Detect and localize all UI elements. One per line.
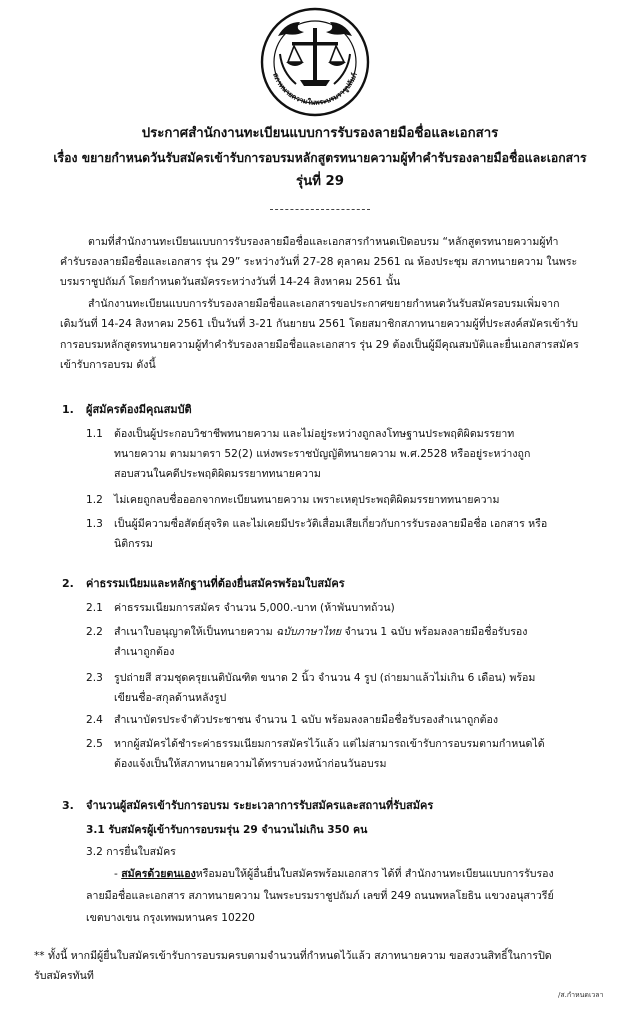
section2-number: 2. xyxy=(62,577,74,590)
note-line2: รับสมัครทันที xyxy=(34,970,94,982)
intro-p2-line1: สำนักงานทะเบียนแบบการรับรองลายมือชื่อและเอกสารขอประกาศขยายกำหนดวันรับสมัครอบรมเพิ่มจาก xyxy=(88,298,560,310)
item-2-3-line1: รูปถ่ายสี สวมชุดครุยเนติบัณฑิต ขนาด 2 นิ้ว จำนวน 4 รูป (ถ่ายมาแล้วไม่เกิน 6 เดือน) พร้อม xyxy=(114,672,536,684)
intro-p1-line2: คำรับรองลายมือชื่อและเอกสาร รุ่น 29” ระหว่างวันที่ 27-28 ตุลาคม 2561 ณ ห้องประชุม สภาทนายความ ในพระ xyxy=(60,256,578,268)
item-2-2-italic: ฉบับภาษาไทย xyxy=(276,626,342,638)
item-1-2-number: 1.2 xyxy=(86,494,103,506)
item-2-2-number: 2.2 xyxy=(86,626,103,638)
apply-line1 xyxy=(114,864,554,884)
section3-number: 3. xyxy=(62,799,74,812)
apply-line2: ลายมือชื่อและเอกสาร สภาทนายความ ในพระบรมราชูปถัมภ์ เลขที่ 249 ถนนพหลโยธิน แขวงอนุสาวรีย์ xyxy=(86,890,554,902)
section2-heading: ค่าธรรมเนียมและหลักฐานที่ต้องยื่นสมัครพร้อมใบสมัคร xyxy=(86,577,345,590)
intro-p2-line2: เดิมวันที่ 14-24 สิงหาคม 2561 เป็นวันที่ 3-21 กันยายน 2561 โดยสมาชิกสภาทนายความผู้ที่ประสงค์สมัครเข้ารับ xyxy=(60,318,579,330)
announcement-batch: รุ่นที่ 29 xyxy=(296,174,344,189)
item-2-2-text-a: สำเนาใบอนุญาตให้เป็นทนายความ xyxy=(114,626,277,638)
intro-p2-line4: เข้ารับการอบรม ดังนี้ xyxy=(60,359,156,371)
note-line1: ** ทั้งนี้ หากมีผู้ยื่นใบสมัครเข้ารับการอบรมครบตามจำนวนที่กำหนดไว้แล้ว สภาทนายความ ขอสงวนสิทธิ์ในการปิด xyxy=(34,950,552,962)
item-1-1-number: 1.1 xyxy=(86,428,103,440)
item-3-2: 3.2 การยื่นใบสมัคร xyxy=(86,846,176,858)
section1-heading: ผู้สมัครต้องมีคุณสมบัติ xyxy=(86,403,192,416)
item-1-1-line1: ต้องเป็นผู้ประกอบวิชาชีพทนายความ และไม่อยู่ระหว่างถูกลงโทษฐานประพฤติผิดมรรยาท xyxy=(114,428,515,440)
apply-in-person: สมัครด้วยตนเอง xyxy=(121,868,196,880)
item-1-3-number: 1.3 xyxy=(86,518,103,530)
intro-p1-line1: ตามที่สำนักงานทะเบียนแบบการรับรองลายมือชื่อและเอกสารกำหนดเปิดอบรม “หลักสูตรทนายความผู้ทำ xyxy=(88,236,559,248)
item-2-3-number: 2.3 xyxy=(86,672,103,684)
announcement-subject: เรื่อง ขยายกำหนดวันรับสมัครเข้ารับการอบรมหลักสูตรทนายความผู้ทำคำรับรองลายมือชื่อและเอกสาร xyxy=(53,151,587,165)
item-1-2-line1: ไม่เคยถูกลบชื่อออกจากทะเบียนทนายความ เพราะเหตุประพฤติผิดมรรยาททนายความ xyxy=(114,494,500,506)
intro-p1-line3: บรมราชูปถัมภ์ โดยกำหนดวันสมัครระหว่างวันที่ 14-24 สิงหาคม 2561 นั้น xyxy=(60,276,401,288)
item-2-5-number: 2.5 xyxy=(86,738,103,750)
item-1-3-line1: เป็นผู้มีความซื่อสัตย์สุจริต และไม่เคยมีประวัติเสื่อมเสียเกี่ยวกับการรับรองลายมือชื่อ เอกสาร หรือ xyxy=(114,518,548,530)
item-2-4-number: 2.4 xyxy=(86,714,103,726)
item-2-2-line1 xyxy=(114,622,527,642)
seal-emblem-icon xyxy=(256,6,374,118)
item-1-3-line2: นิติกรรม xyxy=(114,538,153,550)
item-2-2-text-b: จำนวน 1 ฉบับ พร้อมลงลายมือชื่อรับรอง xyxy=(341,626,528,638)
section1-number: 1. xyxy=(62,403,74,416)
item-1-1-line2: ทนายความ ตามมาตรา 52(2) แห่งพระราชบัญญัติทนายความ พ.ศ.2528 หรืออยู่ระหว่างถูก xyxy=(114,448,531,460)
item-3-1: 3.1 รับสมัครผู้เข้ารับการอบรมรุ่น 29 จำนวนไม่เกิน 350 คน xyxy=(86,824,368,836)
apply-line1-rest: หรือมอบให้ผู้อื่นยื่นใบสมัครพร้อมเอกสาร ได้ที่ สำนักงานทะเบียนแบบการรับรอง xyxy=(195,868,554,880)
item-2-5-line1: หากผู้สมัครได้ชำระค่าธรรมเนียมการสมัครไว้แล้ว แต่ไม่สามารถเข้ารับการอบรมตามกำหนดได้ xyxy=(114,738,545,750)
document-code: /ส.กำหนดเวลา xyxy=(558,991,604,999)
item-2-3-line2: เขียนชื่อ-สกุลด้านหลังรูป xyxy=(114,692,227,704)
title-divider xyxy=(270,209,370,210)
apply-dash: - xyxy=(114,868,122,880)
section3-heading: จำนวนผู้สมัครเข้ารับการอบรม ระยะเวลาการรับสมัครและสถานที่รับสมัคร xyxy=(86,799,434,812)
lawyers-council-seal xyxy=(256,6,374,118)
apply-line3: เขตบางเขน กรุงเทพมหานคร 10220 xyxy=(86,912,255,924)
intro-p2-line3: การอบรมหลักสูตรทนายความผู้ทำคำรับรองลายมือชื่อและเอกสาร รุ่น 29 ต้องเป็นผู้มีคุณสมบัติและยื่นเอกสารสมัคร xyxy=(60,339,579,351)
item-2-1-number: 2.1 xyxy=(86,602,103,614)
item-2-2-line2: สำเนาถูกต้อง xyxy=(114,646,175,658)
item-2-1-line1: ค่าธรรมเนียมการสมัคร จำนวน 5,000.-บาท (ห้าพันบาทถ้วน) xyxy=(114,602,395,614)
item-2-5-line2: ต้องแจ้งเป็นให้สภาทนายความได้ทราบล่วงหน้าก่อนวันอบรม xyxy=(114,758,387,770)
announcement-title: ประกาศสำนักงานทะเบียนแบบการรับรองลายมือชื่อและเอกสาร xyxy=(141,126,499,141)
item-1-1-line3: สอบสวนในคดีประพฤติผิดมรรยาททนายความ xyxy=(114,468,321,480)
seal-text: สภาทนายความในพระบรมราชูปถัมภ์ xyxy=(271,71,359,107)
item-2-4-line1: สำเนาบัตรประจำตัวประชาชน จำนวน 1 ฉบับ พร้อมลงลายมือชื่อรับรองสำเนาถูกต้อง xyxy=(114,714,499,726)
